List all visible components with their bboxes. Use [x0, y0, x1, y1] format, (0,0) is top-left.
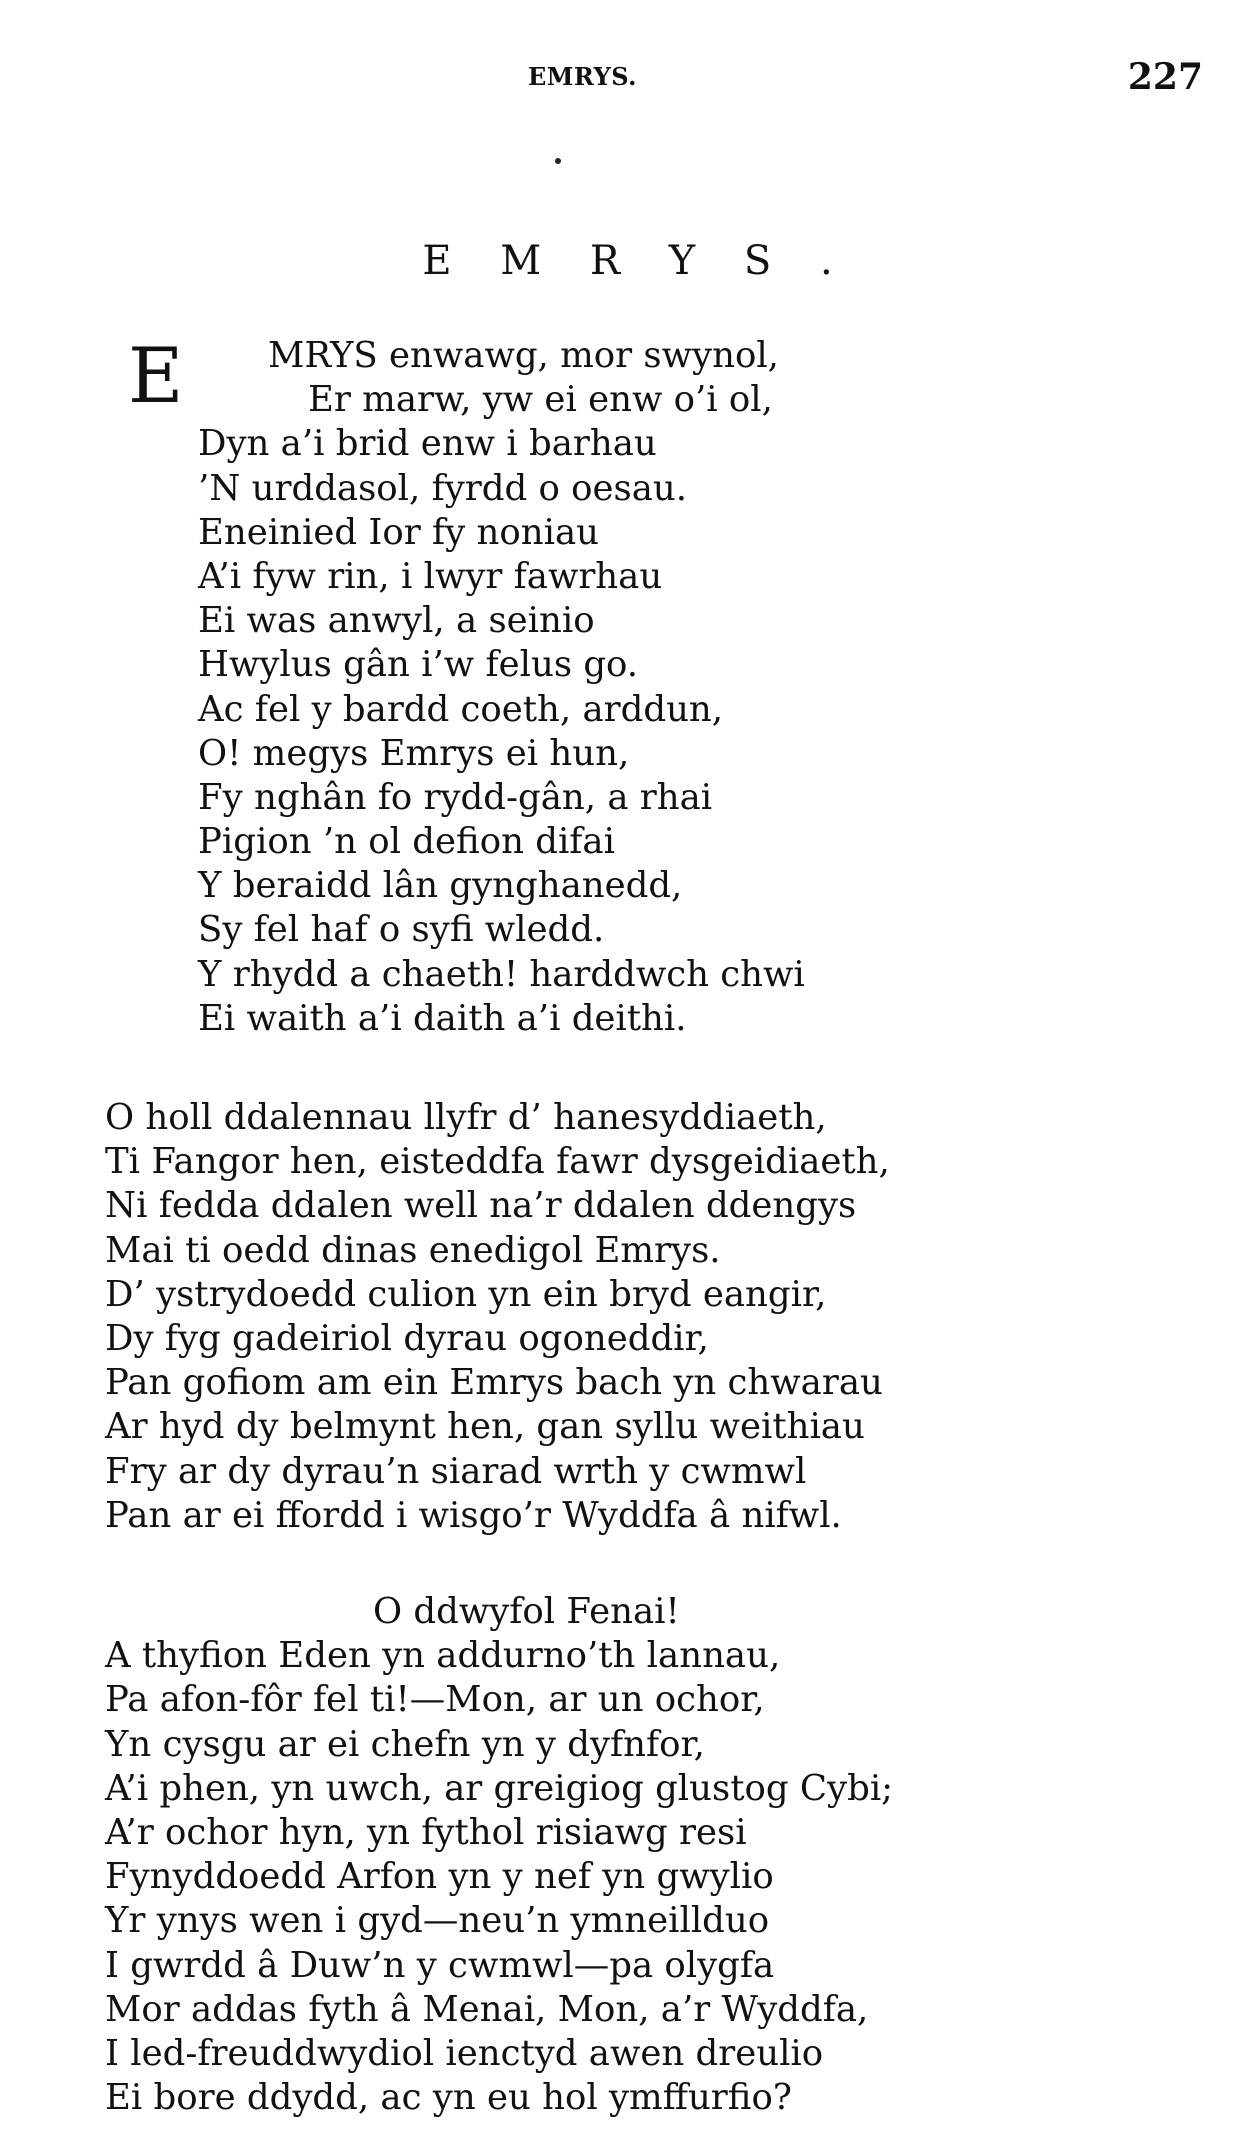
- stanza-line-centered: O ddwyfol Fenai!: [373, 1591, 680, 1632]
- stanza-line: Mai ti oedd dinas enedigol Emrys.: [105, 1229, 721, 1271]
- printer-dot: [555, 158, 561, 164]
- stanza-line: D’ ystrydoedd culion yn ein bryd eangir,: [105, 1273, 827, 1315]
- stanza-3: [105, 1590, 893, 2120]
- poem-title: E M R Y S .: [422, 238, 851, 284]
- stanza-line: Sy fel haf o syfi wledd.: [198, 909, 605, 951]
- stanza-line: ’N urddasol, fyrdd o oesau.: [198, 467, 688, 509]
- stanza-line: Pa afon-fôr fel ti!—Mon, ar un ochor,: [105, 1679, 765, 1721]
- page-number: 227: [1127, 56, 1203, 98]
- stanza-line: Yn cysgu ar ei chefn yn y dyfnfor,: [105, 1723, 705, 1765]
- stanza-line: Ac fel y bardd coeth, arddun,: [198, 688, 724, 730]
- stanza-line: Hwylus gân i’w felus go.: [198, 644, 639, 686]
- stanza-line: Ti Fangor hen, eisteddfa fawr dysgeidiaeth,: [105, 1141, 890, 1183]
- stanza-line: Ei bore ddydd, ac yn eu hol ymffurfio?: [105, 2077, 792, 2119]
- stanza-line: Mor addas fyth â Menai, Mon, a’r Wyddfa,: [105, 1988, 869, 2030]
- stanza-line: Dyn a’i brid enw i barhau: [198, 423, 657, 465]
- stanza-line: Pan ar ei ffordd i wisgo’r Wyddfa â nifwl.: [105, 1494, 842, 1536]
- stanza-line: Ni fedda ddalen well na’r ddalen ddengys: [105, 1185, 857, 1227]
- stanza-line: Ar hyd dy belmynt hen, gan syllu weithiau: [105, 1406, 865, 1448]
- stanza-line: Dy fyg gadeiriol dyrau ogoneddir,: [105, 1317, 709, 1359]
- stanza-line: O! megys Emrys ei hun,: [198, 732, 630, 774]
- stanza-line: A’i phen, yn uwch, ar greigiog glustog Cybi;: [105, 1767, 894, 1809]
- stanza-line: A’i fyw rin, i lwyr fawrhau: [198, 555, 663, 597]
- stanza-2: [105, 1096, 890, 1538]
- stanza-line: Ei waith a’i daith a’i deithi.: [198, 997, 687, 1039]
- stanza-line: Er marw, yw ei enw o’i ol,: [308, 379, 773, 421]
- stanza-line: Pigion ’n ol defion difai: [198, 821, 615, 863]
- first-line-text: MRYS enwawg, mor swynol,: [268, 335, 779, 376]
- stanza-line: I led-freuddwydiol ienctyd awen dreulio: [105, 2032, 824, 2074]
- stanza-line: Ei was anwyl, a seinio: [198, 600, 595, 642]
- stanza-line: Y rhydd a chaeth! harddwch chwi: [198, 953, 805, 995]
- stanza-line: Fy nghân fo rydd-gân, a rhai: [198, 776, 713, 818]
- stanza-line: Fynyddoedd Arfon yn y nef yn gwylio: [105, 1856, 774, 1898]
- stanza-line: Y beraidd lân gynghanedd,: [198, 865, 683, 907]
- stanza-line: Eneinied Ior fy noniau: [198, 511, 599, 553]
- drop-cap: E: [128, 331, 184, 420]
- stanza-line: O holl ddalennau llyfr d’ hanesyddiaeth,: [105, 1097, 827, 1138]
- stanza-line: I gwrdd â Duw’n y cwmwl—pa olygfa: [105, 1944, 775, 1986]
- stanza-line: Fry ar dy dyrau’n siarad wrth y cwmwl: [105, 1450, 807, 1492]
- running-title: EMRYS.: [528, 62, 638, 91]
- stanza-1: [128, 331, 805, 1041]
- stanza-line: Yr ynys wen i gyd—neu’n ymneillduo: [105, 1900, 770, 1942]
- stanza-line: Pan gofiom am ein Emrys bach yn chwarau: [105, 1362, 883, 1404]
- stanza-line: A’r ochor hyn, yn fythol risiawg resi: [105, 1811, 747, 1853]
- stanza-line: A thyfion Eden yn addurno’th lannau,: [105, 1635, 781, 1677]
- running-head: [0, 56, 1255, 96]
